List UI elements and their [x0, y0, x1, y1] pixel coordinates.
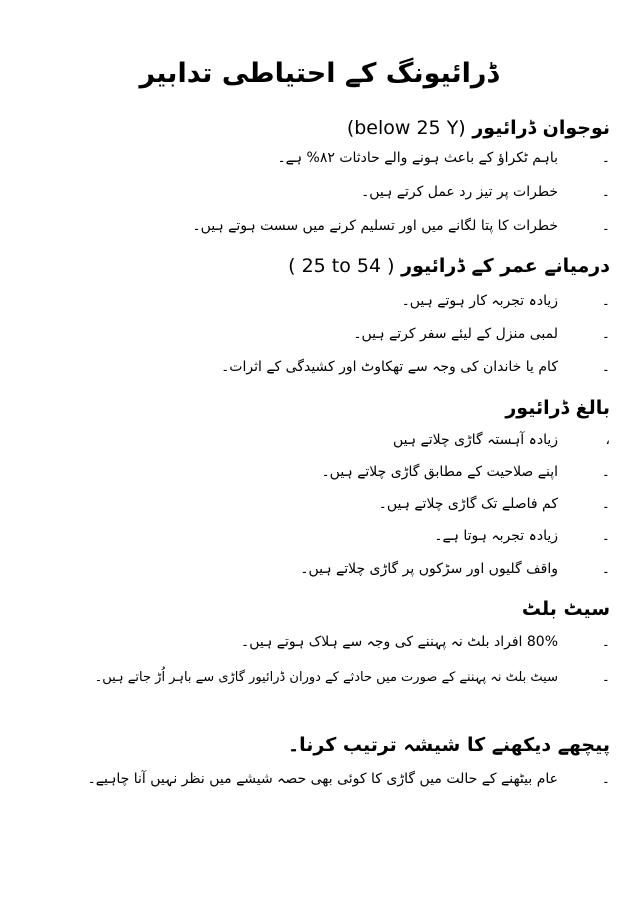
list-item-text: کام یا خاندان کی وجہ سے تھکاوٹ اور کشیدگی کے اثرات۔	[221, 359, 558, 375]
bullet-mark: ۔	[601, 771, 610, 787]
bullet-mark: ۔	[601, 293, 610, 309]
bullet-mark: ۔	[601, 634, 610, 650]
bullet-mark: ۔	[601, 669, 610, 685]
list-item-text: زیادہ تجربہ کار ہوتے ہیں۔	[401, 293, 558, 309]
list-item	[353, 326, 610, 342]
bullet-mark: ۔	[601, 184, 610, 200]
list-item	[379, 496, 610, 512]
section-heading-young-drivers	[347, 117, 610, 139]
bullet-mark: ۔	[601, 359, 610, 375]
section-heading-middle-aged-drivers	[288, 255, 610, 277]
bullet-mark: ،	[605, 432, 610, 448]
bullet-mark: ۔	[601, 464, 610, 480]
list-item-text: واقف گلیوں اور سڑکوں پر گاڑی چلاتے ہیں۔	[300, 561, 558, 577]
list-item	[88, 771, 610, 787]
bullet-mark: ۔	[601, 561, 610, 577]
list-item	[277, 150, 610, 166]
section-heading-elderly-drivers	[505, 397, 610, 419]
list-item	[95, 669, 610, 685]
section-heading-text: درمیانے عمر کے ڈرائیور	[401, 255, 610, 277]
list-item-text: خطرات کا پتا لگانے میں اور تسلیم کرنے میں سست ہوتے ہیں۔	[192, 218, 558, 234]
list-item	[241, 634, 610, 650]
page-title: ڈرائیونگ کے احتیاطی تدابیر	[139, 58, 499, 89]
list-item-text: سیٹ بلٹ نہ پہننے کے صورت میں حادثے کے دوران ڈرائیور گاڑی سے باہر اُڑ جاتے ہیں۔	[94, 670, 558, 685]
section-heading-text: نوجوان ڈرائیور	[472, 117, 610, 139]
list-item	[192, 218, 610, 234]
list-item-text: خطرات پر تیز رد عمل کرتے ہیں۔	[361, 184, 558, 200]
section-heading-text: بالغ ڈرائیور	[505, 397, 610, 419]
list-item-text: اپنے صلاحیت کے مطابق گاڑی چلاتے ہیں۔	[321, 464, 558, 480]
section-heading-range: ( 25 to 54 )	[288, 255, 395, 277]
bullet-mark: ۔	[601, 528, 610, 544]
list-item-text: 80% افراد بلٹ نہ پہننے کی وجہ سے ہلاک ہوتے ہیں۔	[241, 634, 558, 650]
list-item	[402, 293, 610, 309]
bullet-mark: ۔	[601, 150, 610, 166]
list-item	[393, 432, 610, 448]
list-item	[300, 561, 610, 577]
bullet-mark: ۔	[601, 218, 610, 234]
bullet-mark: ۔	[601, 326, 610, 342]
list-item-text: کم فاصلے تک گاڑی چلاتے ہیں۔	[378, 496, 558, 512]
list-item-text: لمبی منزل کے لیئے سفر کرتے ہیں۔	[353, 326, 558, 342]
bullet-mark: ۔	[601, 496, 610, 512]
section-heading-text: سیٹ بلٹ	[521, 598, 610, 620]
list-item-text: باہم ٹکراؤ کے باعث ہونے والے حادثات ۸۲% ہے۔	[277, 150, 558, 166]
list-item-text: عام بیٹھنے کے حالت میں گاڑی کا کوئی بھی حصہ شیشے میں نظر نہیں آنا چاہیے۔	[87, 771, 558, 787]
list-item-text: زیادہ آہستہ گاڑی چلاتے ہیں	[392, 432, 558, 448]
list-item	[434, 528, 610, 544]
list-item	[221, 359, 610, 375]
list-item-text: زیادہ تجربہ ہوتا ہے۔	[434, 528, 558, 544]
section-heading-seat-belt	[522, 598, 610, 620]
list-item	[361, 184, 610, 200]
section-heading-rear-view-mirror	[288, 734, 610, 756]
list-item	[321, 464, 610, 480]
section-heading-text: پیچھے دیکھنے کا شیشہ ترتیب کرنا۔	[287, 734, 610, 756]
section-heading-range: (below 25 Y)	[346, 117, 466, 139]
